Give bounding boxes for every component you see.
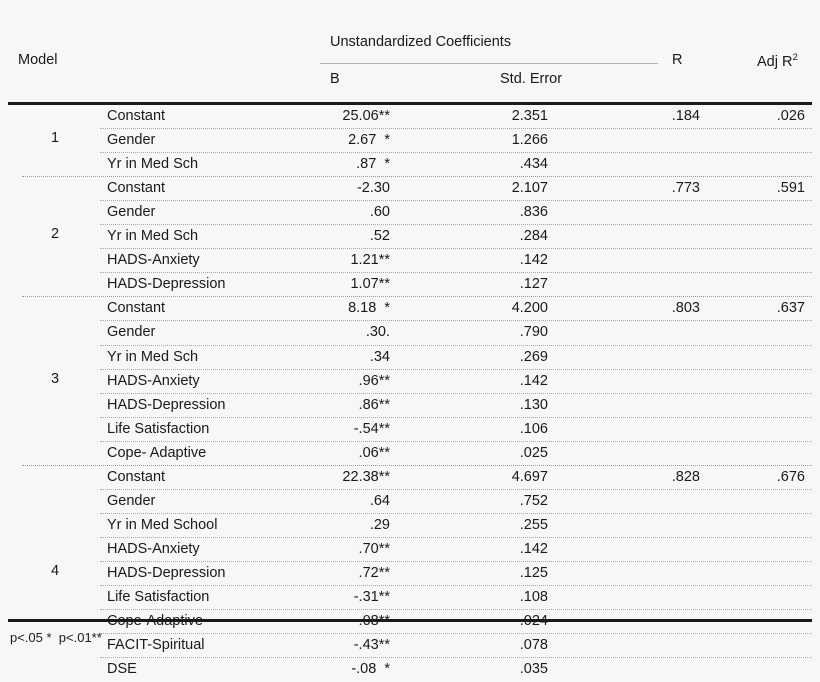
table-row [0, 201, 820, 225]
coefficient-b-value: .72** [358, 564, 390, 581]
coefficient-b-value: 1.07** [350, 276, 390, 293]
column-header-model: Model [18, 52, 58, 68]
predictor-label: HADS-Depression [107, 396, 226, 413]
predictor-label: Yr in Med School [107, 516, 218, 533]
predictor-label: Gender [107, 132, 156, 149]
coefficient-b-value: .06** [358, 444, 390, 461]
r-value: .773 [671, 180, 700, 197]
std-error-value: 2.107 [511, 180, 548, 197]
predictor-label: HADS-Depression [107, 276, 226, 293]
predictor-label: Constant [107, 108, 166, 124]
coefficient-b-value: .52 [369, 228, 390, 245]
coefficient-b-value: .60 [369, 204, 390, 221]
coefficient-b-value: .70** [358, 540, 390, 557]
std-error-value: .836 [519, 204, 548, 221]
adj-r-squared-value: .026 [776, 108, 805, 124]
predictor-label: Gender [107, 324, 156, 341]
std-error-value: .790 [519, 324, 548, 341]
table-row [0, 129, 820, 153]
coefficient-b-value: .30. [365, 324, 390, 341]
predictor-label: FACIT-Spiritual [107, 637, 205, 654]
std-error-value: .025 [519, 444, 548, 461]
table-row [0, 370, 820, 394]
table-row [0, 297, 820, 321]
adj-r-superscript: 2 [792, 52, 798, 63]
std-error-value: .130 [519, 396, 548, 413]
std-error-value: .127 [519, 276, 548, 293]
column-group-rule [320, 63, 658, 64]
predictor-label: Cope- Adaptive [107, 444, 207, 461]
predictor-label: Constant [107, 300, 166, 317]
table-row [0, 466, 820, 490]
std-error-value: .142 [519, 252, 548, 269]
predictor-label: Yr in Med Sch [107, 156, 199, 173]
std-error-value: .142 [519, 540, 548, 557]
std-error-value: .108 [519, 589, 548, 605]
coefficient-b-value: 8.18 * [348, 300, 390, 317]
model-number: 1 [50, 130, 60, 147]
column-header-r: R [672, 52, 683, 68]
coefficient-b-value: .86** [358, 396, 390, 413]
table-row [0, 153, 820, 177]
table-row [0, 273, 820, 297]
r-value: .828 [671, 468, 700, 485]
predictor-label: DSE [107, 661, 137, 678]
column-header-adj-r-squared [757, 52, 798, 70]
adj-r-squared-value: .676 [776, 468, 805, 485]
table-row [0, 225, 820, 249]
table-row [0, 442, 820, 466]
adj-r-squared-value: .591 [776, 180, 805, 197]
coefficient-b-value: .64 [369, 492, 390, 509]
table-row [0, 490, 820, 514]
coefficient-b-value: 25.06** [342, 108, 390, 124]
predictor-label: HADS-Anxiety [107, 540, 200, 557]
std-error-value: .106 [519, 420, 548, 437]
predictor-label: Constant [107, 180, 166, 197]
predictor-label: HADS-Depression [107, 564, 226, 581]
column-header-b: B [330, 71, 340, 87]
table-row [0, 658, 820, 682]
table-row [0, 514, 820, 538]
table-row [0, 538, 820, 562]
model-number: 3 [50, 370, 60, 387]
table-row [0, 321, 820, 345]
predictor-label: Yr in Med Sch [107, 228, 199, 245]
std-error-value: 4.200 [511, 300, 548, 317]
predictor-label: Gender [107, 204, 156, 221]
r-value: .184 [671, 108, 700, 124]
std-error-value: .125 [519, 564, 548, 581]
std-error-value: .284 [519, 228, 548, 245]
coefficient-b-value: -.08 * [351, 661, 390, 678]
coefficient-b-value: -.54** [353, 420, 390, 437]
coefficient-b-value: .87 * [356, 156, 390, 173]
predictor-label: Constant [107, 468, 166, 485]
model-number: 4 [50, 562, 60, 579]
std-error-value: .078 [519, 637, 548, 654]
std-error-value: 2.351 [511, 108, 548, 124]
table-row [0, 177, 820, 201]
table-row [0, 586, 820, 610]
std-error-value: .035 [519, 661, 548, 678]
table-row [0, 249, 820, 273]
predictor-label: HADS-Anxiety [107, 372, 200, 389]
r-value: .803 [671, 300, 700, 317]
table-row [0, 634, 820, 658]
std-error-value: 1.266 [511, 132, 548, 149]
coefficient-b-value: -2.30 [356, 180, 390, 197]
coefficient-b-value: 22.38** [342, 468, 390, 485]
table-row [0, 418, 820, 442]
predictor-label: Life Satisfaction [107, 420, 210, 437]
adj-r-squared-value: .637 [776, 300, 805, 317]
coefficient-b-value: .96** [358, 372, 390, 389]
coefficient-b-value: -.31** [353, 589, 390, 605]
std-error-value: .434 [519, 156, 548, 173]
coefficient-b-value: 2.67 * [348, 132, 390, 149]
table-footnote: p<.05 * p<.01** [10, 630, 102, 645]
std-error-value: .752 [519, 492, 548, 509]
table-row [0, 610, 820, 634]
coefficient-b-value: .29 [369, 516, 390, 533]
predictor-label: HADS-Anxiety [107, 252, 200, 269]
std-error-value: .269 [519, 348, 548, 365]
table-row [0, 394, 820, 418]
column-header-std-error: Std. Error [500, 71, 563, 87]
std-error-value: .142 [519, 372, 548, 389]
table-row [0, 346, 820, 370]
coefficient-b-value: -.43** [353, 637, 390, 654]
table-bottom-rule [8, 619, 812, 622]
predictor-label: Gender [107, 492, 156, 509]
adj-r-text: Adj R [757, 53, 793, 70]
std-error-value: .255 [519, 516, 548, 533]
table-header [0, 0, 820, 104]
predictor-label: Life Satisfaction [107, 589, 210, 605]
predictor-label: Yr in Med Sch [107, 348, 199, 365]
table-row [0, 105, 820, 129]
model-number: 2 [50, 226, 60, 243]
coefficient-b-value: 1.21** [350, 252, 390, 269]
std-error-value: 4.697 [511, 468, 548, 485]
column-group-header-unstandardized-coefficients: Unstandardized Coefficients [330, 34, 512, 50]
coefficient-b-value: .34 [369, 348, 390, 365]
table-row [0, 562, 820, 586]
